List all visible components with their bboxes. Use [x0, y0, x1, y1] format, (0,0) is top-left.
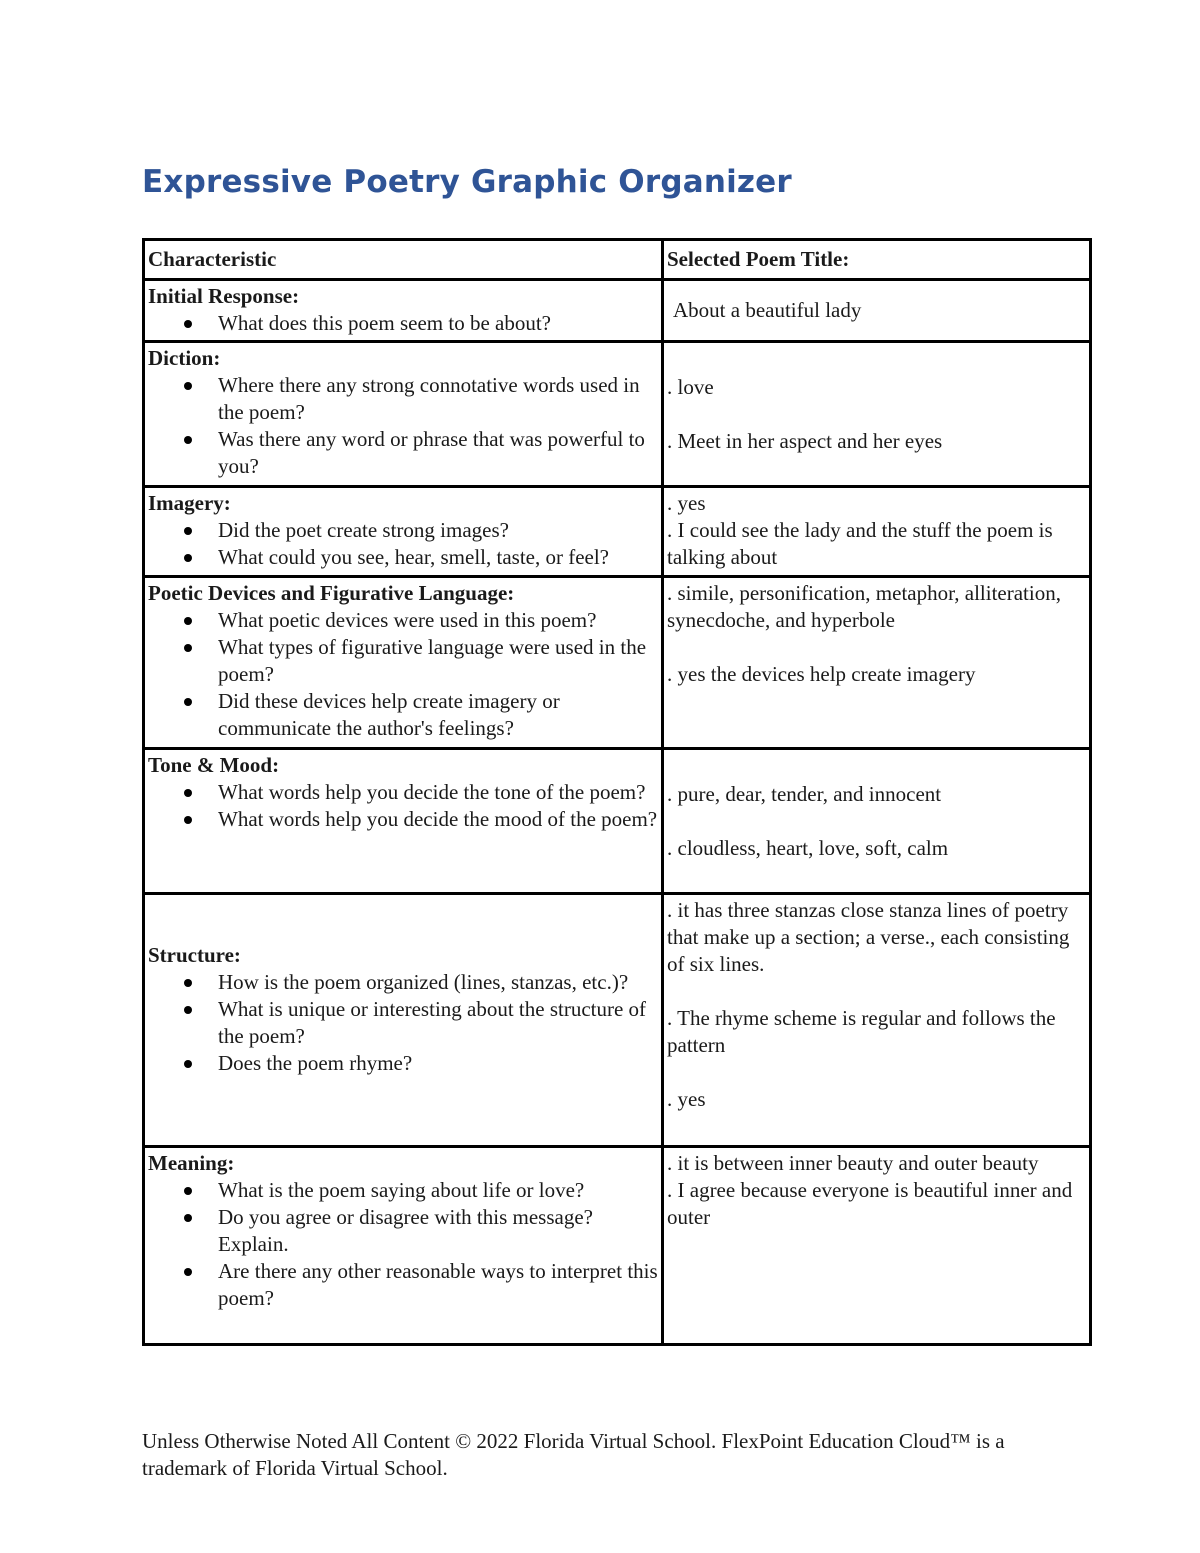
characteristic-heading: Diction: — [148, 346, 221, 370]
characteristic-cell — [144, 749, 663, 894]
characteristic-cell — [144, 487, 663, 577]
answer-text: . cloudless, heart, love, soft, calm — [667, 836, 949, 860]
prompt-item: Do you agree or disagree with this message? Explain. — [218, 1204, 658, 1258]
prompt-item: Are there any other reasonable ways to interpret this poem? — [218, 1259, 658, 1310]
answer-cell — [663, 280, 1091, 342]
answer-text: . yes — [667, 1087, 706, 1111]
characteristic-heading: Structure: — [148, 943, 241, 967]
answer-cell — [663, 749, 1091, 894]
prompt-item: Does the poem rhyme? — [218, 1050, 658, 1077]
answer-text: . simile, personification, metaphor, alliteration, synecdoche, and hyperbole — [667, 581, 1061, 632]
prompt-item: What could you see, hear, smell, taste, or feel? — [218, 544, 658, 571]
characteristic-cell — [144, 342, 663, 487]
answer-text: . love — [667, 375, 714, 399]
page-title: Expressive Poetry Graphic Organizer — [142, 164, 792, 200]
prompt-item: What is unique or interesting about the structure of the poem? — [218, 996, 658, 1050]
answer-text: . I agree because everyone is beautiful inner and outer — [667, 1178, 1073, 1229]
prompt-item: Where there any strong connotative words used in the poem? — [218, 372, 658, 426]
prompt-item: Was there any word or phrase that was powerful to you? — [218, 426, 658, 480]
prompt-list — [148, 517, 658, 571]
table-row — [144, 1147, 1091, 1345]
answer-text: . yes — [667, 491, 706, 515]
characteristic-cell — [144, 1147, 663, 1345]
answer-text: . pure, dear, tender, and innocent — [667, 782, 942, 806]
prompt-item: What words help you decide the mood of the poem? — [218, 807, 658, 831]
answer-cell — [663, 1147, 1091, 1345]
answer-cell — [663, 894, 1091, 1147]
table-row — [144, 894, 1091, 1147]
answer-text: . it is between inner beauty and outer beauty — [667, 1151, 1039, 1175]
prompt-item: What poetic devices were used in this poem? — [218, 607, 658, 634]
characteristic-cell — [144, 894, 663, 1147]
copyright-footer: Unless Otherwise Noted All Content © 2022 Florida Virtual School. FlexPoint Education Cloud™ is a trademark of Florida Virtual School. — [142, 1429, 1005, 1480]
table-row — [144, 342, 1091, 487]
prompt-list — [148, 310, 658, 337]
prompt-list — [148, 969, 658, 1077]
answer-text: About a beautiful lady — [673, 298, 862, 322]
characteristic-cell — [144, 280, 663, 342]
answer-cell — [663, 342, 1091, 487]
characteristic-heading: Poetic Devices and Figurative Language: — [148, 581, 515, 605]
header-characteristic: Characteristic — [144, 240, 663, 280]
table-row — [144, 280, 1091, 342]
characteristic-heading: Imagery: — [148, 491, 231, 515]
prompt-item: What does this poem seem to be about? — [218, 310, 658, 337]
characteristic-cell — [144, 577, 663, 749]
prompt-item: How is the poem organized (lines, stanzas, etc.)? — [218, 969, 658, 996]
graphic-organizer-table — [142, 238, 1092, 1346]
characteristic-heading: Tone & Mood: — [148, 753, 280, 777]
table-row — [144, 577, 1091, 749]
prompt-list — [148, 607, 658, 742]
prompt-list — [148, 372, 658, 480]
answer-cell — [663, 577, 1091, 749]
characteristic-heading: Initial Response: — [148, 284, 300, 308]
header-selected-poem-title: Selected Poem Title: — [663, 240, 1091, 280]
answer-text: . I could see the lady and the stuff the poem is talking about — [667, 518, 1053, 569]
prompt-item: Did the poet create strong images? — [218, 517, 658, 544]
table-header-row — [144, 240, 1091, 280]
answer-cell — [663, 487, 1091, 577]
table-row — [144, 487, 1091, 577]
answer-text: . yes the devices help create imagery — [667, 662, 976, 686]
answer-text: . The rhyme scheme is regular and follows the pattern — [667, 1006, 1056, 1057]
prompt-item: Did these devices help create imagery or communicate the author's feelings? — [218, 688, 658, 742]
prompt-item: What types of figurative language were used in the poem? — [218, 634, 658, 688]
characteristic-heading: Meaning: — [148, 1151, 235, 1175]
answer-text: . it has three stanzas close stanza lines of poetry that make up a section; a verse., each consisting of six lines. — [667, 898, 1070, 976]
prompt-item: What words help you decide the tone of the poem? — [218, 779, 658, 806]
answer-text: . Meet in her aspect and her eyes — [667, 429, 943, 453]
prompt-list — [148, 779, 658, 833]
table-row — [144, 749, 1091, 894]
prompt-item: What is the poem saying about life or love? — [218, 1177, 658, 1204]
prompt-list — [148, 1177, 658, 1312]
